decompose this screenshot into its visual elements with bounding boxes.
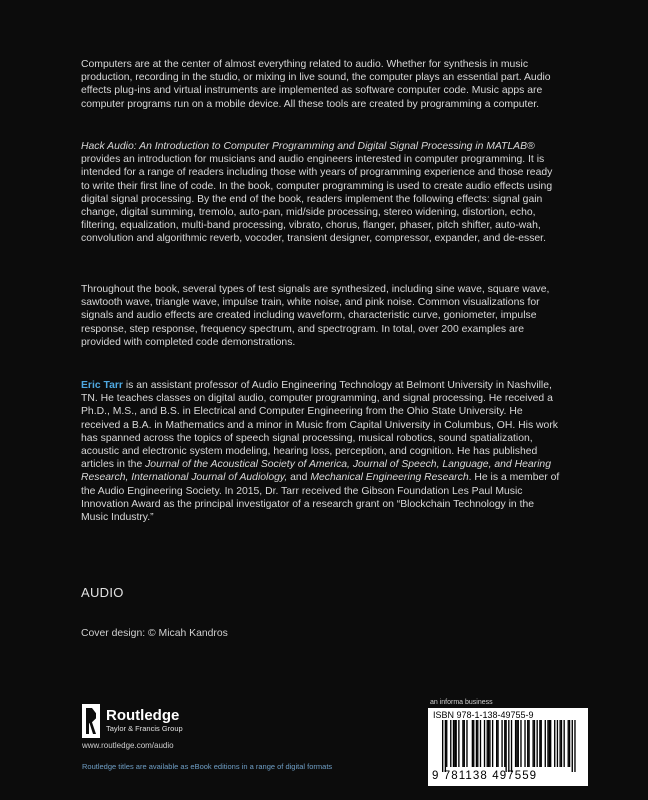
barcode-bar (505, 720, 506, 772)
barcode-bar (561, 720, 562, 767)
barcode-bar (450, 720, 451, 767)
publisher-name: Routledge (106, 707, 180, 724)
barcode-bar (557, 720, 558, 767)
barcode-bars-icon (442, 720, 578, 772)
author-journal-last: Mechanical Engineering Research (310, 472, 469, 484)
barcode-bar (515, 720, 516, 767)
isbn-label: ISBN 978-1-138-49755-9 (433, 710, 534, 720)
barcode-bar (564, 720, 565, 767)
barcode-bar (520, 720, 521, 767)
isbn-barcode (428, 708, 588, 786)
barcode-bar (454, 720, 455, 767)
barcode-bar (518, 720, 519, 767)
barcode-bar (501, 720, 502, 767)
description-paragraph-3 (81, 283, 561, 349)
author-name: Eric Tarr (81, 380, 123, 391)
author-bio-and: and (287, 472, 311, 484)
ebook-note: Routledge titles are available as eBook editions in a range of digital formats (82, 762, 333, 771)
barcode-bar (466, 720, 467, 767)
barcode-bar (541, 720, 542, 767)
barcode-bar (477, 720, 478, 767)
publisher-url: www.routledge.com/audio (82, 741, 174, 750)
barcode-bar (537, 720, 538, 767)
cover-design-credit: Cover design: © Micah Kandros (81, 628, 228, 639)
barcode-bar (549, 720, 550, 767)
barcode-bar (488, 720, 489, 767)
barcode-bar (508, 720, 509, 772)
publisher-logo (82, 704, 183, 738)
barcode-bar (550, 720, 551, 767)
barcode-bar (497, 720, 498, 767)
barcode-bar (539, 720, 540, 767)
barcode-bar (534, 720, 535, 767)
barcode-bar (480, 720, 481, 767)
barcode-bar (442, 720, 443, 772)
barcode-bar (458, 720, 459, 767)
barcode-bar (532, 720, 533, 767)
barcode-bar (527, 720, 528, 767)
author-bio-text-2: . He is a member of the Audio Engineering Society. In 2015, Dr. Tarr received the Gibson Foundation Les Paul Music Innovation Award as the principal investigator of a research grant on “Blockchain Technology in the Music Industry.” (81, 472, 560, 524)
barcode-bar (462, 720, 463, 767)
barcode-bar (484, 720, 485, 767)
barcode-bar (487, 720, 488, 767)
book-title: Hack Audio: An Introduction to Computer Programming and Digital Signal Processing in MATLAB® (81, 141, 535, 152)
author-journals: Journal of the Acoustical Society of America, Journal of Speech, Language, and Hearing Research, International Journal of Audiology, (81, 459, 551, 484)
barcode-bar (547, 720, 548, 767)
barcode-digits: 9 781138 497559 (432, 770, 538, 782)
barcode-bar (492, 720, 493, 767)
author-bio-text-1: is an assistant professor of Audio Engineering Technology at Belmont University in Nashville, TN. He teaches classes on digital audio, computer programming, and signal processing. He received a Ph.D., M.S., and B.S. in Electrical and Computer Engineering from the Ohio State University. He received a B.A. in Mathematics and a minor in Music from Capital University in Columbus, OH. His work has spanned across the topics of speech signal processing, musical robotics, sound spatialization, acoustic and electronic system modeling, hearing loss, perception, and cognition. He has published articles in the (81, 380, 558, 471)
barcode-bar (554, 720, 555, 767)
barcode-bar (545, 720, 546, 767)
barcode-bar (464, 720, 465, 767)
barcode-bar (476, 720, 477, 767)
barcode-bar (524, 720, 525, 767)
publisher-group: Taylor & Francis Group (106, 724, 183, 733)
barcode-bar (445, 720, 446, 772)
barcode-bar (568, 720, 569, 767)
description-paragraph-3-text: Throughout the book, several types of test signals are synthesized, including sine wave, square wave, sawtooth wave, triangle wave, impulse train, white noise, and pink noise. Common visualizations for signals and audio effects are created including waveform, characteristic curve, goniometer, impulse response, step response, frequency spectrum, and spectrogram. In total, over 200 examples are provided with completed code demonstrations. (81, 284, 550, 348)
barcode-bar (572, 720, 573, 772)
barcode-bar (472, 720, 473, 767)
barcode-bar (453, 720, 454, 767)
subject-category: AUDIO (81, 585, 124, 600)
informa-business-tag: an informa business (430, 699, 493, 706)
description-paragraph-2 (81, 140, 561, 246)
barcode-bar (473, 720, 474, 767)
barcode-bar (504, 720, 505, 767)
barcode-bar (496, 720, 497, 767)
barcode-bar (516, 720, 517, 767)
barcode-bar (446, 720, 447, 767)
barcode-bar (489, 720, 490, 767)
barcode-bar (456, 720, 457, 767)
barcode-bar (574, 720, 575, 772)
barcode-bar (528, 720, 529, 767)
barcode-bar (569, 720, 570, 767)
description-paragraph-1-text: Computers are at the center of almost everything related to audio. Whether for synthesis in music production, recording in the studio, or mixing in live sound, the computer plays an essential part. Audio effects plug-ins and virtual instruments are implemented as software computer code. Music apps are computer programs run on a mobile device. All these tools are created by programming a computer. (81, 59, 551, 110)
routledge-logo-icon (82, 704, 100, 738)
barcode-bar (511, 720, 512, 772)
description-paragraph-2-text: provides an introduction for musicians and audio engineers interested in computer programming. It is intended for a range of readers including those with years of programming experience and those ready to write their first line of code. In the book, computer programming is used to create audio effects using digital signal processing. By the end of the book, readers implement the following effects: signal gain change, digital summing, tremolo, auto-pan, mid/side processing, stereo widening, distortion, echo, filtering, equalization, multi-band processing, vibrato, chorus, flanger, phaser, pitch shifter, auto-wah, convolution and algorithmic reverb, vocoder, transient designer, compressor, expander, and de-esser. (81, 154, 553, 245)
author-bio (81, 379, 561, 524)
barcode-bar (559, 720, 560, 767)
description-paragraph-1 (81, 58, 561, 111)
